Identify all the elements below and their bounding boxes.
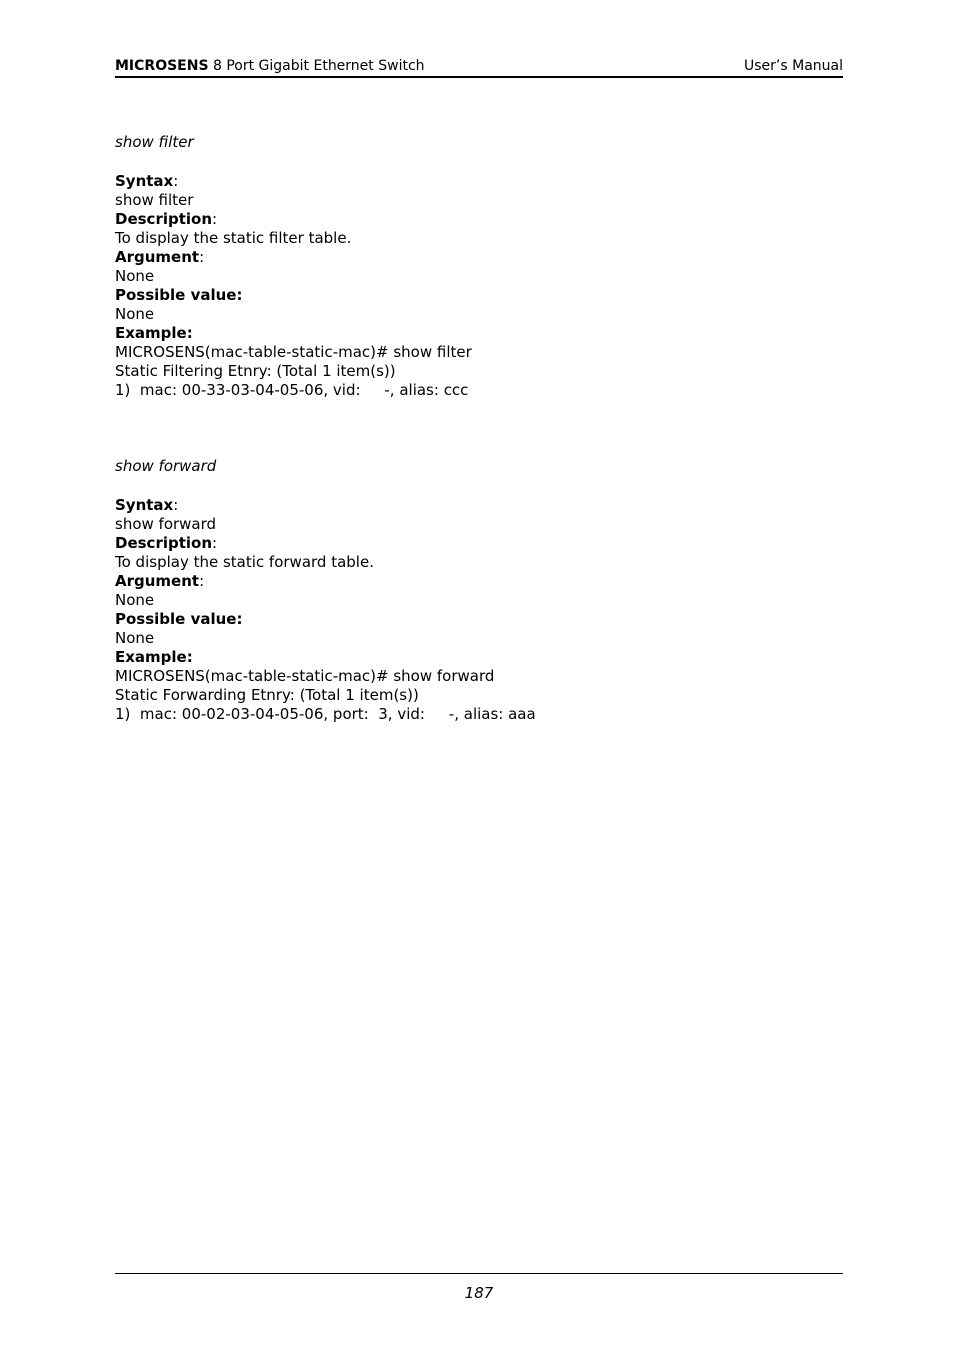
section-show-forward [115,457,855,724]
argument-label: Argument [115,248,200,266]
example-line: 1) mac: 00-02-03-04-05-06, port: 3, vid: -, alias: aaa [115,705,536,723]
argument-value: None [115,591,155,609]
description-value: To display the static filter table. [115,229,352,247]
possible-value: None [115,305,155,323]
description-value: To display the static forward table. [115,553,374,571]
command-title: show filter [115,133,194,151]
command-title: show forward [115,457,217,475]
section-show-filter [115,133,855,400]
example-line: Static Forwarding Etnry: (Total 1 item(s)) [115,686,419,704]
syntax-row: Syntax: [115,496,179,514]
example-line: MICROSENS(mac-table-static-mac)# show forward [115,667,495,685]
header-rule [115,76,843,78]
example-line: Static Filtering Etnry: (Total 1 item(s)) [115,362,396,380]
description-label: Description [115,210,213,228]
possible-value-label: Possible value: [115,286,243,304]
argument-row: Argument: [115,248,205,266]
header-product: 8 Port Gigabit Ethernet Switch [208,58,425,74]
argument-value: None [115,267,155,285]
example-line: 1) mac: 00-33-03-04-05-06, vid: -, alias: ccc [115,381,469,399]
syntax-value: show forward [115,515,217,533]
example-label: Example: [115,648,193,666]
syntax-row: Syntax: [115,172,179,190]
header-brand: MICROSENS [115,58,209,74]
description-row: Description: [115,210,218,228]
page-header [115,56,843,76]
example-label: Example: [115,324,193,342]
page-number: 187 [464,1284,494,1302]
possible-value-label: Possible value: [115,610,243,628]
syntax-label: Syntax [115,496,174,514]
example-line: MICROSENS(mac-table-static-mac)# show filter [115,343,472,361]
argument-row: Argument: [115,572,205,590]
description-label: Description [115,534,213,552]
syntax-label: Syntax [115,172,174,190]
syntax-value: show filter [115,191,194,209]
description-row: Description: [115,534,218,552]
possible-value: None [115,629,155,647]
argument-label: Argument [115,572,200,590]
header-manual-title: User’s Manual [744,58,843,74]
footer-rule [115,1273,843,1274]
